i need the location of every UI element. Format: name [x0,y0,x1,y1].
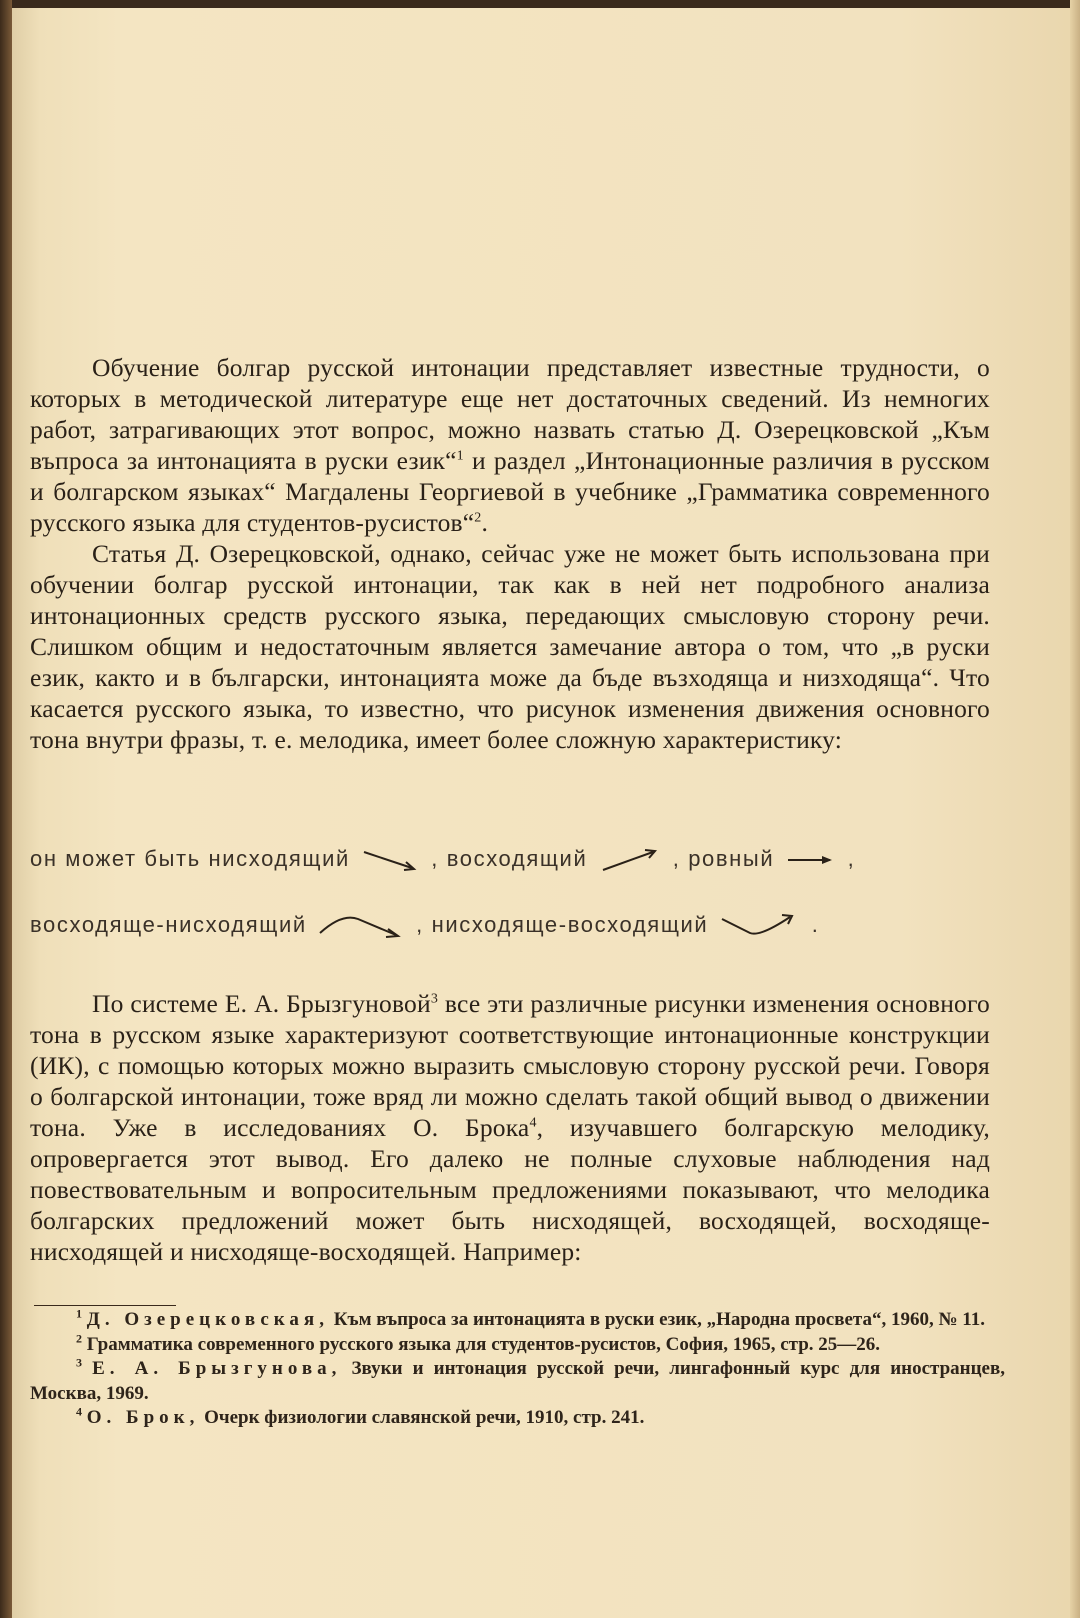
book-spine-edge [0,0,12,1618]
falling-rising-tone-icon [720,911,800,941]
scan-top-edge [0,0,1080,8]
footnote-divider [34,1305,176,1306]
body-text [30,988,990,1267]
page-right-edge [1070,0,1080,1618]
footnote-1: $^1$ Д. Озерецковская, Към въпроса за интонацията в руски език, „Народна просвета“, 1960, № 11. [76,1306,985,1330]
tone-types-row-1: он может быть нисходящий , восходящий , ровный , [30,846,1030,874]
footnote-ref-3: 3 [430,991,439,1007]
footnote-ref-2: 2 [474,510,482,526]
footnote-2: $^2$ Грамматика современного русского языка для студентов-русистов, София, 1965, стр. 25—26. [76,1331,881,1355]
footnote-3: $^3$ Е. А. Брызгунова, Звуки и интонация русской речи, лингафонный курс для иностранцев, Москва, 1969. [30,1355,1006,1404]
rising-tone-icon [599,846,661,874]
paragraph-3: По системе Е. А. Брызгуновой$^3$ все эти различные рисунки изменения основного тона в русском языке характеризуют соответствующие интонационные конструкции (ИК), с помощью которых можно выразить смысловую сторону русской речи. Говоря о болгарской интонации, тоже вряд ли можно сделать такой общий вывод о движении тона. Уже в исследованиях О. Брока$^4$, изучавшего болгарскую мелодику, опровергается этот вывод. Его далеко не полные слуховые наблюдения над повествовательным и вопросительным предложениями показывают, что мелодика болгарских предложений может быть нисходящей, восходящей, восходяще-нисходящей и нисходяще-восходящей. Например: [30,989,990,1266]
footnote-4: $^4$ О. Брок, Очерк физиологии славянской речи, 1910, стр. 241. [76,1404,645,1428]
level-tone-icon [786,850,836,870]
rising-falling-tone-icon [318,911,404,941]
tone-types-row-2: восходяще-нисходящий , нисходяще-восходящий . [30,911,1030,941]
footnote-ref-4: 4 [529,1115,537,1131]
paragraph-2: Статья Д. Озерецковской, однако, сейчас уже не может быть использована при обучении болгар русской интонации, так как в ней нет подробного анализа интонационных средств русского языка, передающих смысловую сторону речи. Слишком общим и недостаточным является замечание автора о том, что „в руски език, както и в български, интонацията може да бъде възходяща и низходяща“. Что касается русского языка, то известно, что рисунок изменения движения основного тона внутри фразы, т. е. мелодика, имеет более сложную характеристику: [30,539,990,754]
falling-tone-icon [362,846,420,874]
footnote-ref-1: 1 [456,448,464,464]
paragraph-1: Обучение болгар русской интонации представляет известные трудности, о которых в методической литературе еще нет достаточных сведений. Из немногих работ, затрагивающих этот вопрос, можно назвать статью Д. Озерецковской „Към въпроса за интонацията в руски език“$^1$ и раздел „Интонационные различия в русском и болгарском языках“ Магдалены Георгиевой в учебнике „Грамматика современного русского языка для студентов-русистов“$^2$. [30,353,990,537]
footnotes [30,1308,1005,1431]
intro-text [30,352,990,755]
